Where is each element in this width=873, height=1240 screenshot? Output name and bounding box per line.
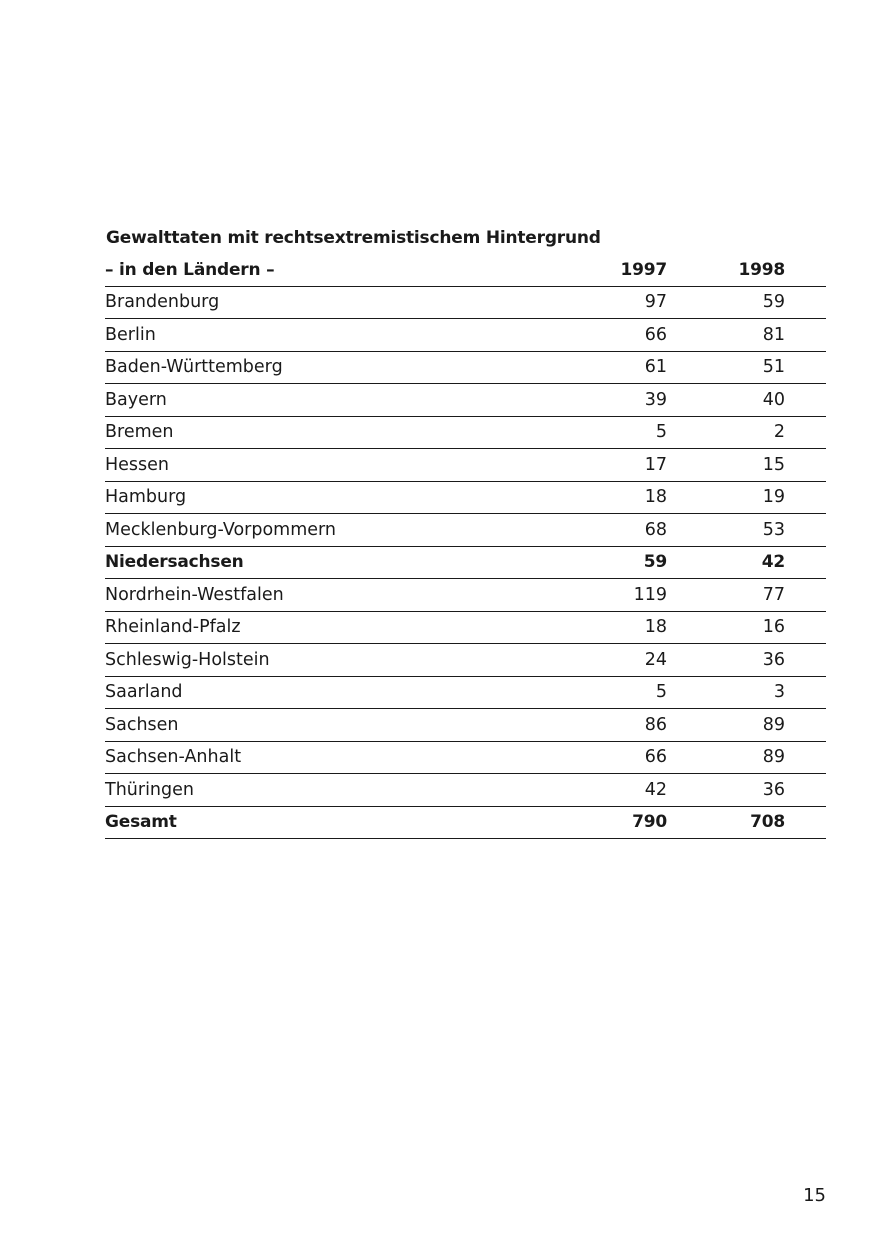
table-row [105, 351, 826, 384]
table-row [105, 416, 826, 449]
row-land: Sachsen-Anhalt [105, 741, 595, 774]
row-value-1997: 18 [595, 611, 667, 644]
row-land: Saarland [105, 676, 595, 709]
row-value-1997: 59 [595, 546, 667, 579]
row-value-1998: 2 [667, 416, 785, 449]
row-land: Hessen [105, 449, 595, 482]
row-land: Berlin [105, 319, 595, 352]
row-value-1997: 66 [595, 741, 667, 774]
row-value-1998: 3 [667, 676, 785, 709]
row-value-1997: 5 [595, 676, 667, 709]
row-value-1997: 68 [595, 514, 667, 547]
row-land: Sachsen [105, 709, 595, 742]
row-spacer [785, 416, 826, 449]
total-label: Gesamt [105, 806, 595, 839]
table-total-row [105, 806, 826, 839]
total-value-1998: 708 [667, 806, 785, 839]
table-row [105, 319, 826, 352]
row-spacer [785, 709, 826, 742]
row-spacer [785, 384, 826, 417]
table-row [105, 449, 826, 482]
row-spacer [785, 741, 826, 774]
row-spacer [785, 611, 826, 644]
statistics-table [105, 254, 826, 839]
row-value-1998: 53 [667, 514, 785, 547]
row-spacer [785, 644, 826, 677]
table-header-row [105, 254, 826, 286]
row-value-1998: 77 [667, 579, 785, 612]
row-value-1998: 51 [667, 351, 785, 384]
row-value-1998: 89 [667, 741, 785, 774]
table-subtitle: – in den Ländern – [105, 254, 595, 286]
row-value-1997: 97 [595, 286, 667, 319]
table-row [105, 741, 826, 774]
table-row [105, 481, 826, 514]
table-row-highlighted [105, 546, 826, 579]
row-value-1998: 59 [667, 286, 785, 319]
row-value-1998: 81 [667, 319, 785, 352]
row-spacer [785, 514, 826, 547]
table-row [105, 644, 826, 677]
row-land: Rheinland-Pfalz [105, 611, 595, 644]
header-spacer [785, 254, 826, 286]
row-land: Mecklenburg-Vorpommern [105, 514, 595, 547]
row-spacer [785, 579, 826, 612]
page-number: 15 [803, 1185, 826, 1206]
row-spacer [785, 806, 826, 839]
table-row [105, 774, 826, 807]
row-spacer [785, 286, 826, 319]
row-spacer [785, 774, 826, 807]
row-spacer [785, 319, 826, 352]
row-value-1997: 24 [595, 644, 667, 677]
row-land: Bremen [105, 416, 595, 449]
row-value-1997: 66 [595, 319, 667, 352]
table-row [105, 709, 826, 742]
row-land: Bayern [105, 384, 595, 417]
row-land: Nordrhein-Westfalen [105, 579, 595, 612]
row-land: Baden-Württemberg [105, 351, 595, 384]
row-value-1997: 119 [595, 579, 667, 612]
row-land: Hamburg [105, 481, 595, 514]
row-value-1998: 15 [667, 449, 785, 482]
row-land: Schleswig-Holstein [105, 644, 595, 677]
row-value-1998: 36 [667, 644, 785, 677]
row-value-1997: 39 [595, 384, 667, 417]
row-value-1998: 36 [667, 774, 785, 807]
column-header-1997: 1997 [595, 254, 667, 286]
row-spacer [785, 449, 826, 482]
row-value-1998: 42 [667, 546, 785, 579]
row-value-1997: 5 [595, 416, 667, 449]
total-value-1997: 790 [595, 806, 667, 839]
table-row [105, 384, 826, 417]
row-value-1997: 61 [595, 351, 667, 384]
row-value-1998: 89 [667, 709, 785, 742]
table-title: Gewalttaten mit rechtsextremistischem Hintergrund [106, 228, 601, 248]
table-row [105, 579, 826, 612]
column-header-1998: 1998 [667, 254, 785, 286]
row-value-1998: 19 [667, 481, 785, 514]
table-row [105, 676, 826, 709]
row-land: Brandenburg [105, 286, 595, 319]
row-spacer [785, 676, 826, 709]
table-row [105, 286, 826, 319]
table-row [105, 514, 826, 547]
row-value-1997: 18 [595, 481, 667, 514]
table-row [105, 611, 826, 644]
row-value-1997: 42 [595, 774, 667, 807]
row-spacer [785, 546, 826, 579]
row-value-1998: 40 [667, 384, 785, 417]
row-value-1997: 86 [595, 709, 667, 742]
row-value-1997: 17 [595, 449, 667, 482]
row-value-1998: 16 [667, 611, 785, 644]
row-spacer [785, 481, 826, 514]
row-spacer [785, 351, 826, 384]
row-land: Thüringen [105, 774, 595, 807]
row-land: Niedersachsen [105, 546, 595, 579]
